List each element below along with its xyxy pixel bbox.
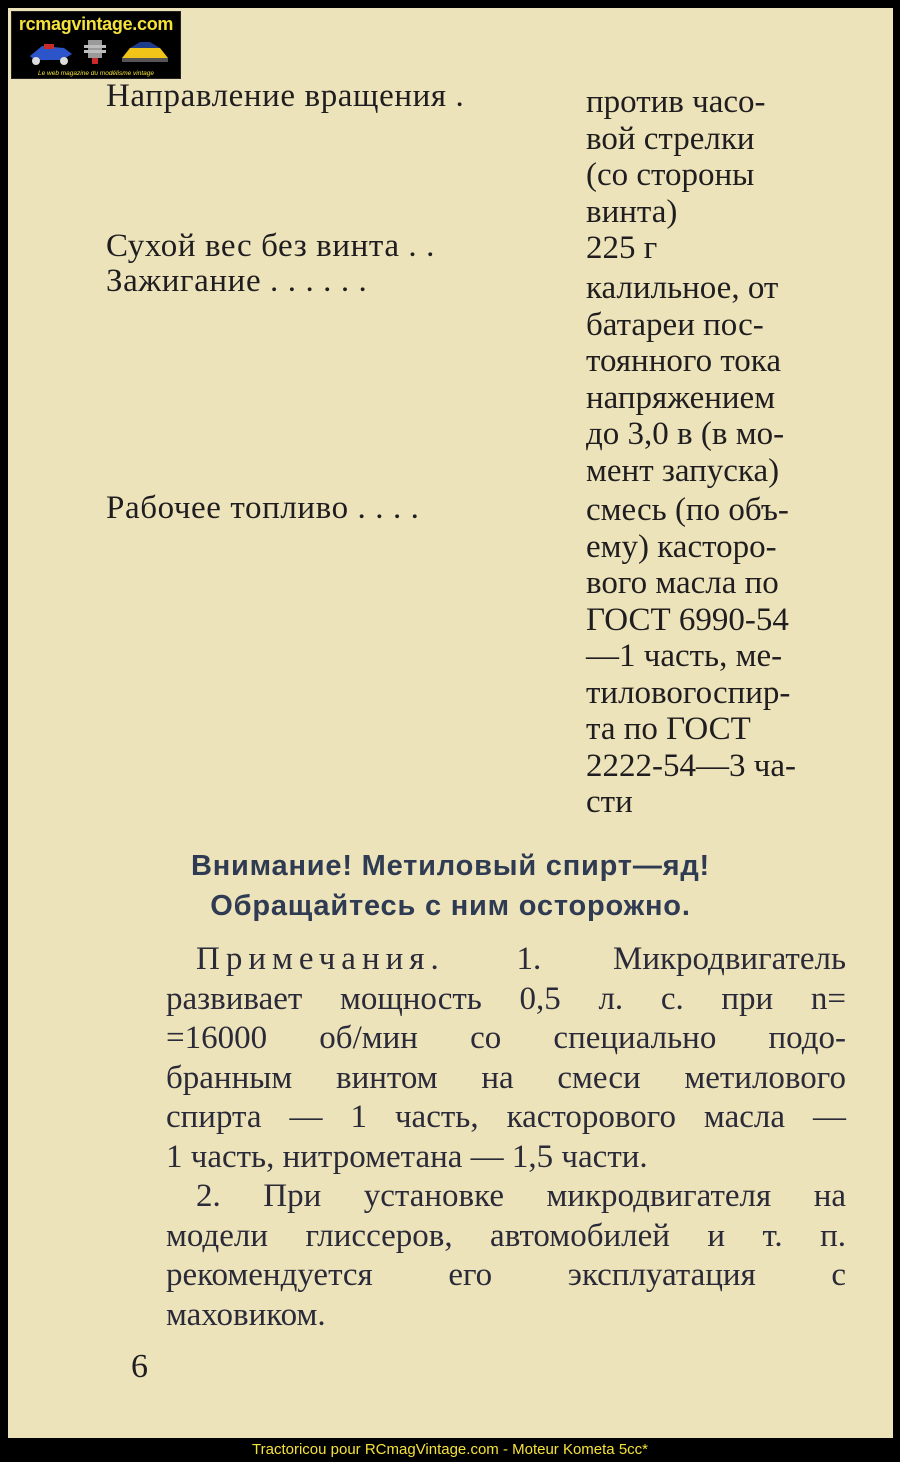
note-1-line: бранным винтом на смеси метилового	[166, 1059, 846, 1096]
note-2-line: рекомендуется его эксплуатация с	[166, 1257, 846, 1293]
spec-value-line: ему) касторо-	[586, 528, 777, 565]
logo-title: rcmagvintage.com	[18, 14, 174, 34]
note-1-line: =16000 об/мин со специально подо-	[166, 1020, 846, 1056]
note-1-line: спирта — 1 часть, касторового масла —	[166, 1099, 846, 1135]
notes-block	[166, 940, 846, 1335]
logo-tagline: Le web magazine du modélisme vintage	[38, 70, 154, 77]
spec-value-line: 2222-54—3 ча-	[586, 747, 796, 784]
spec-value-line: до 3,0 в (в мо-	[586, 416, 785, 452]
spec-value-line: 225 г	[586, 230, 658, 266]
spec-value-line: смесь (по объ-	[586, 492, 789, 528]
notes-heading: Примечания.	[196, 941, 445, 977]
warning-line-1: Внимание! Метиловый спирт—яд!	[190, 850, 711, 882]
warning-line-2: Обращайтесь с ним осторожно.	[210, 890, 691, 922]
spec-label-rotation: Направление вращения .	[106, 78, 465, 114]
spec-value-line: (со стороны	[586, 157, 755, 193]
spec-value-line: тиловогоспир-	[586, 674, 791, 711]
note-2-line: 2. При установке микродвигателя на	[196, 1178, 846, 1214]
note-2-line: маховиком.	[166, 1296, 326, 1333]
spec-value-line: та по ГОСТ	[586, 711, 751, 747]
spec-value-ignition	[586, 270, 784, 489]
spec-value-rotation	[586, 84, 766, 230]
note-1-first-line	[166, 940, 846, 980]
spec-value-line: —1 часть, ме-	[586, 638, 783, 674]
note-1-line: 1 часть, нитрометана — 1,5 части.	[166, 1138, 648, 1175]
spec-label-ignition: Зажигание . . . . . .	[106, 263, 368, 299]
spec-value-line: калильное, от	[586, 270, 779, 306]
spec-value-line: сти	[586, 784, 633, 820]
spec-value-line: против часо-	[586, 84, 766, 120]
spec-value-line: мент запуска)	[586, 452, 780, 489]
note-1-line: развивает мощность 0,5 л. с. при n=	[166, 980, 846, 1017]
spec-label-fuel: Рабочее топливо . . . .	[106, 490, 420, 526]
note-2-line: модели глиссеров, автомобилей и т. п.	[166, 1217, 846, 1254]
spec-label-dry-weight: Сухой вес без винта . .	[106, 228, 435, 264]
spec-value-line: вого масла по	[586, 565, 779, 601]
spec-value-line: вой стрелки	[586, 120, 755, 157]
spec-value-fuel	[586, 492, 796, 821]
spec-value-line: напряжением	[586, 379, 776, 416]
note-1-text: 1. Микродвигатель	[516, 941, 847, 977]
spec-value-line: батареи пос-	[586, 306, 764, 343]
spec-value-line: винта)	[586, 193, 678, 230]
spec-value-line: ГОСТ 6990-54	[586, 601, 789, 638]
page-number: 6	[131, 1348, 148, 1385]
spec-value-line: тоянного тока	[586, 343, 781, 379]
scanned-page	[8, 8, 893, 1438]
footer-credit: Tractoricou pour RCmagVintage.com - Moteur Kometa 5cc*	[252, 1441, 648, 1458]
logo-vehicles-icon	[22, 36, 172, 66]
rcmagvintage-logo[interactable]	[11, 11, 181, 79]
spec-value-dry-weight	[586, 230, 657, 267]
